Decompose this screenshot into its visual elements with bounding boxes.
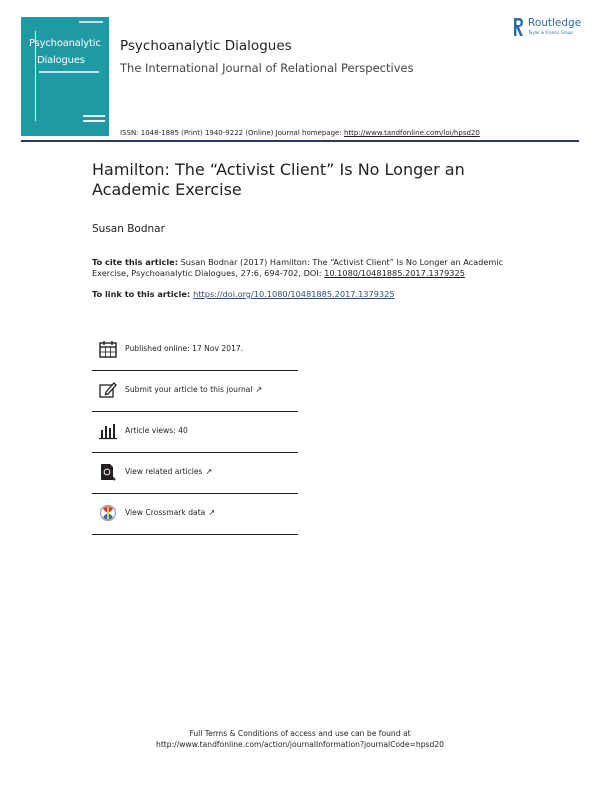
external-link-icon: ↗: [205, 467, 213, 476]
search-document-icon: [98, 463, 118, 481]
edit-icon: [98, 381, 118, 399]
header-divider: [21, 140, 579, 142]
info-related-articles[interactable]: [92, 453, 298, 494]
citation-label: To cite this article:: [92, 257, 178, 267]
info-published: [92, 330, 298, 371]
article-title: Hamilton: The “Activist Client” Is No Longer an Academic Exercise: [92, 160, 465, 199]
publisher-tagline: Taylor & Francis Group: [528, 30, 573, 35]
info-article-views: [92, 412, 298, 453]
bar-chart-icon: [98, 422, 118, 440]
article-author: Susan Bodnar: [92, 223, 165, 235]
crossmark-icon: [98, 504, 118, 522]
link-label: To link to this article:: [92, 289, 191, 299]
external-link-icon: ↗: [208, 508, 216, 517]
cover-title-line2: Dialogues: [37, 55, 85, 66]
submit-article-link[interactable]: [125, 385, 262, 394]
submit-article-text: Submit your article to this journal: [125, 385, 253, 394]
article-info-list: [92, 330, 298, 535]
issn-text: ISSN: 1048-1885 (Print) 1940-9222 (Online) Journal homepage:: [120, 129, 344, 137]
issn-line: [120, 129, 480, 137]
calendar-icon: [98, 340, 118, 358]
cover-decoration: [39, 71, 99, 73]
footer-line1: Full Terms & Conditions of access and use can be found at: [189, 729, 411, 738]
crossmark-link[interactable]: [125, 508, 215, 517]
terms-footer: [0, 728, 600, 750]
cover-decoration: [83, 120, 105, 122]
doi-link[interactable]: 10.1080/10481885.2017.1379325: [324, 268, 465, 278]
terms-link[interactable]: http://www.tandfonline.com/action/journalInformation?journalCode=hpsd20: [156, 740, 444, 749]
related-articles-text: View related articles: [125, 467, 203, 476]
journal-title: Psychoanalytic Dialogues: [120, 38, 292, 54]
journal-homepage-link[interactable]: http://www.tandfonline.com/loi/hpsd20: [343, 129, 480, 137]
cover-decoration: [79, 21, 103, 23]
external-link-icon: ↗: [255, 385, 263, 394]
publisher-name: Routledge: [528, 17, 582, 29]
journal-cover-image: [21, 17, 109, 136]
info-submit-article[interactable]: [92, 371, 298, 412]
cover-decoration: [83, 115, 105, 117]
cover-title-line1: Psychoanalytic: [29, 38, 101, 49]
citation-block: [92, 257, 522, 279]
article-doi-url[interactable]: https://doi.org/10.1080/10481885.2017.1379325: [193, 289, 395, 299]
crossmark-text: View Crossmark data: [125, 508, 206, 517]
citation-text: Susan Bodnar (2017) Hamilton: The “Activist Client” Is No Longer an Academic Exercise, Psychoanalytic Dialogues, 27:6, 694-702, DOI:: [92, 257, 504, 278]
published-date-text: Published online: 17 Nov 2017.: [125, 344, 244, 353]
article-link-row: [92, 289, 395, 299]
info-crossmark[interactable]: [92, 494, 298, 535]
related-articles-link[interactable]: [125, 467, 212, 476]
article-views-text: Article views: 40: [125, 426, 188, 435]
journal-subtitle: The International Journal of Relational Perspectives: [120, 61, 414, 75]
routledge-logo-icon: [512, 17, 524, 37]
